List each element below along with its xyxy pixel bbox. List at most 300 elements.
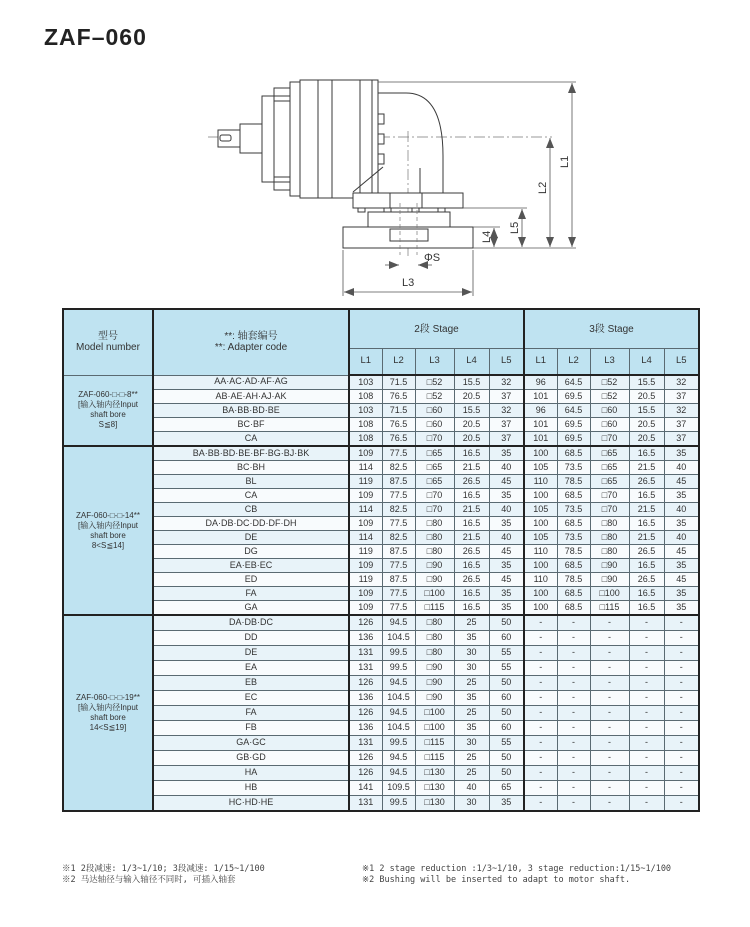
adapter-code-cell: DG bbox=[153, 545, 349, 559]
s2-l3-cell: □70 bbox=[415, 503, 454, 517]
s3-l1-cell: 101 bbox=[524, 390, 557, 404]
s3-l5-cell: - bbox=[664, 646, 699, 661]
table-row bbox=[63, 432, 699, 447]
s3-l1-cell: - bbox=[524, 736, 557, 751]
s3-l2-cell: 68.5 bbox=[557, 587, 590, 601]
s3-l2-cell: 68.5 bbox=[557, 446, 590, 461]
s2-l4-cell: 16.5 bbox=[454, 587, 489, 601]
header-s2-l3: L3 bbox=[415, 349, 454, 376]
s2-l5-cell: 45 bbox=[489, 545, 524, 559]
table-row bbox=[63, 461, 699, 475]
s2-l4-cell: 26.5 bbox=[454, 573, 489, 587]
label-l4: L4 bbox=[481, 230, 493, 243]
s2-l2-cell: 94.5 bbox=[382, 676, 415, 691]
s3-l2-cell: - bbox=[557, 676, 590, 691]
s3-l1-cell: - bbox=[524, 631, 557, 646]
s3-l2-cell: 64.5 bbox=[557, 404, 590, 418]
s3-l5-cell: 45 bbox=[664, 545, 699, 559]
s3-l4-cell: - bbox=[629, 751, 664, 766]
s3-l1-cell: - bbox=[524, 646, 557, 661]
header-adapter-code bbox=[153, 309, 349, 375]
adapter-code-cell: ED bbox=[153, 573, 349, 587]
s2-l1-cell: 108 bbox=[349, 418, 382, 432]
s2-l4-cell: 30 bbox=[454, 661, 489, 676]
s2-l1-cell: 114 bbox=[349, 503, 382, 517]
s3-l4-cell: 16.5 bbox=[629, 517, 664, 531]
s3-l2-cell: - bbox=[557, 706, 590, 721]
adapter-code-cell: FA bbox=[153, 587, 349, 601]
s3-l1-cell: - bbox=[524, 661, 557, 676]
s2-l5-cell: 37 bbox=[489, 432, 524, 447]
s2-l1-cell: 114 bbox=[349, 461, 382, 475]
table-row bbox=[63, 404, 699, 418]
s2-l4-cell: 25 bbox=[454, 706, 489, 721]
s3-l3-cell: □65 bbox=[590, 475, 629, 489]
s3-l5-cell: - bbox=[664, 661, 699, 676]
s2-l5-cell: 60 bbox=[489, 631, 524, 646]
s2-l4-cell: 25 bbox=[454, 676, 489, 691]
s2-l1-cell: 131 bbox=[349, 796, 382, 812]
table-row bbox=[63, 751, 699, 766]
s3-l4-cell: 16.5 bbox=[629, 587, 664, 601]
output-flange bbox=[343, 193, 473, 255]
s3-l4-cell: - bbox=[629, 736, 664, 751]
model-label-group-1 bbox=[63, 375, 153, 446]
s2-l5-cell: 40 bbox=[489, 461, 524, 475]
adapter-code-cell: BC·BH bbox=[153, 461, 349, 475]
header-s2-l4: L4 bbox=[454, 349, 489, 376]
s2-l2-cell: 94.5 bbox=[382, 706, 415, 721]
s3-l2-cell: 68.5 bbox=[557, 517, 590, 531]
adapter-code-cell: GB·GD bbox=[153, 751, 349, 766]
s2-l2-cell: 99.5 bbox=[382, 646, 415, 661]
table-body bbox=[63, 375, 699, 811]
s2-l3-cell: □65 bbox=[415, 461, 454, 475]
s3-l2-cell: - bbox=[557, 646, 590, 661]
s2-l4-cell: 30 bbox=[454, 796, 489, 812]
s2-l3-cell: □65 bbox=[415, 446, 454, 461]
s3-l3-cell: □60 bbox=[590, 404, 629, 418]
s2-l1-cell: 109 bbox=[349, 587, 382, 601]
s3-l1-cell: 105 bbox=[524, 461, 557, 475]
s2-l3-cell: □52 bbox=[415, 390, 454, 404]
s2-l1-cell: 131 bbox=[349, 736, 382, 751]
s2-l2-cell: 109.5 bbox=[382, 781, 415, 796]
s2-l3-cell: □65 bbox=[415, 475, 454, 489]
s3-l4-cell: 16.5 bbox=[629, 489, 664, 503]
s3-l3-cell: - bbox=[590, 676, 629, 691]
table-row bbox=[63, 766, 699, 781]
s3-l1-cell: 101 bbox=[524, 432, 557, 447]
header-model-number bbox=[63, 309, 153, 375]
s2-l5-cell: 32 bbox=[489, 375, 524, 390]
table-row bbox=[63, 517, 699, 531]
table-row bbox=[63, 706, 699, 721]
dimension-table bbox=[62, 308, 700, 812]
table-row bbox=[63, 781, 699, 796]
s3-l5-cell: 40 bbox=[664, 531, 699, 545]
s2-l3-cell: □130 bbox=[415, 781, 454, 796]
s3-l4-cell: 15.5 bbox=[629, 375, 664, 390]
s2-l2-cell: 77.5 bbox=[382, 446, 415, 461]
s3-l2-cell: 73.5 bbox=[557, 461, 590, 475]
s2-l1-cell: 131 bbox=[349, 661, 382, 676]
s3-l2-cell: 69.5 bbox=[557, 390, 590, 404]
s3-l4-cell: - bbox=[629, 676, 664, 691]
s2-l3-cell: □52 bbox=[415, 375, 454, 390]
s3-l3-cell: □70 bbox=[590, 489, 629, 503]
s2-l4-cell: 30 bbox=[454, 646, 489, 661]
s2-l3-cell: □80 bbox=[415, 631, 454, 646]
s3-l4-cell: - bbox=[629, 721, 664, 736]
s2-l5-cell: 35 bbox=[489, 517, 524, 531]
header-s3-l5: L5 bbox=[664, 349, 699, 376]
s3-l1-cell: 96 bbox=[524, 375, 557, 390]
table-row bbox=[63, 390, 699, 404]
s3-l2-cell: - bbox=[557, 751, 590, 766]
s2-l2-cell: 77.5 bbox=[382, 587, 415, 601]
s2-l3-cell: □70 bbox=[415, 489, 454, 503]
table-row bbox=[63, 676, 699, 691]
s3-l1-cell: 100 bbox=[524, 587, 557, 601]
s3-l5-cell: 45 bbox=[664, 475, 699, 489]
s3-l3-cell: - bbox=[590, 751, 629, 766]
model-label-line: shaft bore bbox=[90, 410, 126, 420]
s3-l3-cell: □115 bbox=[590, 601, 629, 616]
s3-l4-cell: 16.5 bbox=[629, 601, 664, 616]
adapter-code-cell: EA·EB·EC bbox=[153, 559, 349, 573]
s3-l1-cell: 96 bbox=[524, 404, 557, 418]
adapter-code-cell: EB bbox=[153, 676, 349, 691]
s3-l4-cell: 20.5 bbox=[629, 390, 664, 404]
s3-l5-cell: 35 bbox=[664, 587, 699, 601]
s3-l1-cell: 105 bbox=[524, 531, 557, 545]
dimension-l3 bbox=[343, 250, 473, 296]
s2-l3-cell: □90 bbox=[415, 573, 454, 587]
label-l5: L5 bbox=[509, 221, 521, 234]
s2-l1-cell: 109 bbox=[349, 489, 382, 503]
s2-l4-cell: 25 bbox=[454, 766, 489, 781]
s3-l5-cell: 40 bbox=[664, 503, 699, 517]
s3-l5-cell: - bbox=[664, 781, 699, 796]
table-row bbox=[63, 545, 699, 559]
s2-l1-cell: 141 bbox=[349, 781, 382, 796]
s3-l4-cell: 26.5 bbox=[629, 545, 664, 559]
s3-l2-cell: - bbox=[557, 615, 590, 631]
s2-l5-cell: 50 bbox=[489, 766, 524, 781]
model-label-line: shaft bore bbox=[90, 530, 126, 540]
adapter-code-cell: AA·AC·AD·AF·AG bbox=[153, 375, 349, 390]
model-label-line: [输入轴内径Input bbox=[77, 703, 138, 712]
adapter-code-cell: BA·BB·BD·BE bbox=[153, 404, 349, 418]
model-label-line: [输入轴内径Input bbox=[77, 400, 138, 410]
s3-l1-cell: 110 bbox=[524, 545, 557, 559]
s3-l2-cell: - bbox=[557, 721, 590, 736]
s3-l2-cell: 68.5 bbox=[557, 601, 590, 616]
label-phi-s: ΦS bbox=[424, 252, 441, 264]
s2-l4-cell: 20.5 bbox=[454, 390, 489, 404]
s2-l2-cell: 77.5 bbox=[382, 489, 415, 503]
adapter-code-cell: DE bbox=[153, 531, 349, 545]
adapter-code-cell: EC bbox=[153, 691, 349, 706]
adapter-code-cell: BA·BB·BD·BE·BF·BG·BJ·BK bbox=[153, 446, 349, 461]
s2-l1-cell: 126 bbox=[349, 706, 382, 721]
s2-l5-cell: 45 bbox=[489, 573, 524, 587]
s3-l4-cell: - bbox=[629, 781, 664, 796]
model-label-line: S≦8] bbox=[98, 420, 118, 430]
s2-l1-cell: 114 bbox=[349, 531, 382, 545]
s2-l3-cell: □90 bbox=[415, 676, 454, 691]
s3-l5-cell: - bbox=[664, 706, 699, 721]
footnote-cn-2: ※2 马达轴径与输入轴径不同时, 可插入轴套 bbox=[62, 875, 236, 885]
s2-l5-cell: 50 bbox=[489, 676, 524, 691]
table-row bbox=[63, 559, 699, 573]
s3-l5-cell: - bbox=[664, 796, 699, 812]
s2-l5-cell: 60 bbox=[489, 721, 524, 736]
s3-l1-cell: 101 bbox=[524, 418, 557, 432]
s3-l4-cell: - bbox=[629, 706, 664, 721]
s3-l3-cell: □80 bbox=[590, 531, 629, 545]
dimension-table-wrap bbox=[62, 308, 700, 812]
table-row bbox=[63, 721, 699, 736]
s2-l1-cell: 136 bbox=[349, 721, 382, 736]
s3-l2-cell: 78.5 bbox=[557, 545, 590, 559]
s3-l4-cell: - bbox=[629, 661, 664, 676]
s3-l2-cell: - bbox=[557, 766, 590, 781]
s3-l5-cell: - bbox=[664, 751, 699, 766]
model-label-line: ZAF-060-□-□-19** bbox=[76, 693, 140, 702]
s2-l3-cell: □60 bbox=[415, 404, 454, 418]
s3-l2-cell: - bbox=[557, 781, 590, 796]
s2-l4-cell: 30 bbox=[454, 736, 489, 751]
s3-l3-cell: □90 bbox=[590, 573, 629, 587]
s2-l2-cell: 94.5 bbox=[382, 766, 415, 781]
s3-l5-cell: 37 bbox=[664, 432, 699, 447]
model-label-line: shaft bore bbox=[90, 713, 126, 722]
s2-l3-cell: □115 bbox=[415, 751, 454, 766]
s2-l5-cell: 40 bbox=[489, 503, 524, 517]
s3-l1-cell: - bbox=[524, 766, 557, 781]
header-s2-l1: L1 bbox=[349, 349, 382, 376]
s2-l4-cell: 16.5 bbox=[454, 601, 489, 616]
s3-l5-cell: - bbox=[664, 766, 699, 781]
table-row bbox=[63, 573, 699, 587]
s3-l2-cell: - bbox=[557, 661, 590, 676]
header-adapter-en: **: Adapter code bbox=[214, 342, 288, 354]
header-s3-l4: L4 bbox=[629, 349, 664, 376]
s3-l3-cell: - bbox=[590, 661, 629, 676]
adapter-code-cell: FB bbox=[153, 721, 349, 736]
adapter-code-cell: DE bbox=[153, 646, 349, 661]
s3-l2-cell: - bbox=[557, 631, 590, 646]
s2-l5-cell: 37 bbox=[489, 390, 524, 404]
s2-l5-cell: 65 bbox=[489, 781, 524, 796]
s3-l2-cell: - bbox=[557, 796, 590, 812]
s2-l1-cell: 109 bbox=[349, 517, 382, 531]
header-model-en: Model number bbox=[76, 342, 140, 354]
s2-l3-cell: □115 bbox=[415, 601, 454, 616]
s2-l4-cell: 35 bbox=[454, 691, 489, 706]
s2-l3-cell: □80 bbox=[415, 615, 454, 631]
s2-l3-cell: □80 bbox=[415, 517, 454, 531]
s3-l5-cell: - bbox=[664, 721, 699, 736]
adapter-code-cell: DD bbox=[153, 631, 349, 646]
s3-l3-cell: □60 bbox=[590, 418, 629, 432]
s3-l5-cell: 37 bbox=[664, 390, 699, 404]
s2-l3-cell: □70 bbox=[415, 432, 454, 447]
s2-l2-cell: 94.5 bbox=[382, 615, 415, 631]
s3-l2-cell: 73.5 bbox=[557, 503, 590, 517]
s2-l4-cell: 16.5 bbox=[454, 517, 489, 531]
s2-l1-cell: 109 bbox=[349, 601, 382, 616]
dimension-l2 bbox=[537, 138, 550, 247]
s3-l2-cell: 78.5 bbox=[557, 475, 590, 489]
s2-l2-cell: 71.5 bbox=[382, 375, 415, 390]
s2-l4-cell: 35 bbox=[454, 631, 489, 646]
s2-l4-cell: 16.5 bbox=[454, 446, 489, 461]
s2-l4-cell: 35 bbox=[454, 721, 489, 736]
s2-l3-cell: □60 bbox=[415, 418, 454, 432]
s2-l1-cell: 103 bbox=[349, 404, 382, 418]
s2-l1-cell: 119 bbox=[349, 573, 382, 587]
s2-l5-cell: 55 bbox=[489, 736, 524, 751]
table-row bbox=[63, 587, 699, 601]
s2-l5-cell: 35 bbox=[489, 796, 524, 812]
s2-l2-cell: 99.5 bbox=[382, 661, 415, 676]
s2-l1-cell: 103 bbox=[349, 375, 382, 390]
s3-l2-cell: - bbox=[557, 736, 590, 751]
adapter-code-cell: CB bbox=[153, 503, 349, 517]
s2-l1-cell: 108 bbox=[349, 390, 382, 404]
s3-l3-cell: □70 bbox=[590, 432, 629, 447]
s2-l5-cell: 37 bbox=[489, 418, 524, 432]
s3-l4-cell: - bbox=[629, 796, 664, 812]
s2-l2-cell: 87.5 bbox=[382, 573, 415, 587]
footnote-en-2: ※2 Bushing will be inserted to adapt to motor shaft. bbox=[362, 875, 631, 885]
label-l2: L2 bbox=[537, 181, 549, 194]
s3-l2-cell: 73.5 bbox=[557, 531, 590, 545]
footnotes-english bbox=[362, 864, 671, 886]
s2-l1-cell: 126 bbox=[349, 615, 382, 631]
s3-l3-cell: - bbox=[590, 706, 629, 721]
model-label-line: ZAF-060-□-□-8** bbox=[78, 390, 138, 400]
s2-l2-cell: 76.5 bbox=[382, 432, 415, 447]
s3-l3-cell: - bbox=[590, 631, 629, 646]
s2-l1-cell: 126 bbox=[349, 676, 382, 691]
table-row bbox=[63, 661, 699, 676]
s2-l5-cell: 50 bbox=[489, 751, 524, 766]
s2-l2-cell: 104.5 bbox=[382, 631, 415, 646]
table-row bbox=[63, 418, 699, 432]
s3-l1-cell: 100 bbox=[524, 517, 557, 531]
s2-l3-cell: □100 bbox=[415, 706, 454, 721]
s2-l2-cell: 77.5 bbox=[382, 601, 415, 616]
s2-l4-cell: 25 bbox=[454, 751, 489, 766]
model-label-line: ZAF-060-□-□-14** bbox=[76, 510, 140, 520]
s2-l2-cell: 77.5 bbox=[382, 559, 415, 573]
s3-l1-cell: - bbox=[524, 781, 557, 796]
table-row bbox=[63, 615, 699, 631]
s3-l3-cell: □80 bbox=[590, 545, 629, 559]
table-row bbox=[63, 446, 699, 461]
header-model-cn: 型号 bbox=[98, 331, 118, 343]
s3-l4-cell: 15.5 bbox=[629, 404, 664, 418]
header-s3-l3: L3 bbox=[590, 349, 629, 376]
s2-l1-cell: 119 bbox=[349, 475, 382, 489]
s3-l3-cell: - bbox=[590, 796, 629, 812]
model-label-line: 8<S≦14] bbox=[91, 540, 125, 550]
s2-l3-cell: □100 bbox=[415, 587, 454, 601]
s2-l5-cell: 50 bbox=[489, 615, 524, 631]
s3-l1-cell: - bbox=[524, 615, 557, 631]
s2-l4-cell: 26.5 bbox=[454, 475, 489, 489]
s3-l2-cell: 78.5 bbox=[557, 573, 590, 587]
s3-l4-cell: 21.5 bbox=[629, 531, 664, 545]
s2-l4-cell: 40 bbox=[454, 781, 489, 796]
s2-l4-cell: 21.5 bbox=[454, 503, 489, 517]
s3-l5-cell: 32 bbox=[664, 375, 699, 390]
s2-l4-cell: 26.5 bbox=[454, 545, 489, 559]
s2-l1-cell: 108 bbox=[349, 432, 382, 447]
s3-l1-cell: - bbox=[524, 691, 557, 706]
s2-l4-cell: 20.5 bbox=[454, 418, 489, 432]
s2-l3-cell: □80 bbox=[415, 646, 454, 661]
s2-l1-cell: 126 bbox=[349, 751, 382, 766]
s3-l4-cell: 20.5 bbox=[629, 432, 664, 447]
s2-l2-cell: 71.5 bbox=[382, 404, 415, 418]
dimension-l4 bbox=[473, 227, 500, 247]
s2-l3-cell: □80 bbox=[415, 531, 454, 545]
s3-l1-cell: 110 bbox=[524, 573, 557, 587]
table-row bbox=[63, 503, 699, 517]
s2-l4-cell: 21.5 bbox=[454, 531, 489, 545]
s3-l1-cell: - bbox=[524, 706, 557, 721]
header-s2-l5: L5 bbox=[489, 349, 524, 376]
s3-l4-cell: 16.5 bbox=[629, 559, 664, 573]
s2-l2-cell: 87.5 bbox=[382, 475, 415, 489]
s3-l2-cell: 68.5 bbox=[557, 489, 590, 503]
s3-l5-cell: 35 bbox=[664, 559, 699, 573]
s2-l4-cell: 25 bbox=[454, 615, 489, 631]
s2-l5-cell: 50 bbox=[489, 706, 524, 721]
model-label-line: [输入轴内径Input bbox=[77, 520, 138, 530]
s2-l2-cell: 77.5 bbox=[382, 517, 415, 531]
dimension-phi-s bbox=[385, 252, 440, 265]
s2-l4-cell: 16.5 bbox=[454, 559, 489, 573]
header-adapter-cn: **: 轴套编号 bbox=[224, 331, 278, 343]
table-row bbox=[63, 375, 699, 390]
s2-l2-cell: 104.5 bbox=[382, 691, 415, 706]
s3-l5-cell: 35 bbox=[664, 446, 699, 461]
table-row bbox=[63, 646, 699, 661]
s3-l2-cell: 69.5 bbox=[557, 418, 590, 432]
s2-l1-cell: 109 bbox=[349, 446, 382, 461]
s2-l2-cell: 82.5 bbox=[382, 503, 415, 517]
s2-l5-cell: 55 bbox=[489, 661, 524, 676]
s3-l2-cell: 64.5 bbox=[557, 375, 590, 390]
s2-l5-cell: 60 bbox=[489, 691, 524, 706]
adapter-code-cell: HA bbox=[153, 766, 349, 781]
s3-l3-cell: - bbox=[590, 646, 629, 661]
s2-l1-cell: 131 bbox=[349, 646, 382, 661]
s3-l5-cell: 40 bbox=[664, 461, 699, 475]
s3-l4-cell: 16.5 bbox=[629, 446, 664, 461]
gearbox-technical-drawing bbox=[182, 56, 622, 306]
s2-l3-cell: □90 bbox=[415, 661, 454, 676]
s3-l5-cell: 35 bbox=[664, 601, 699, 616]
s2-l2-cell: 99.5 bbox=[382, 796, 415, 812]
s3-l4-cell: 20.5 bbox=[629, 418, 664, 432]
